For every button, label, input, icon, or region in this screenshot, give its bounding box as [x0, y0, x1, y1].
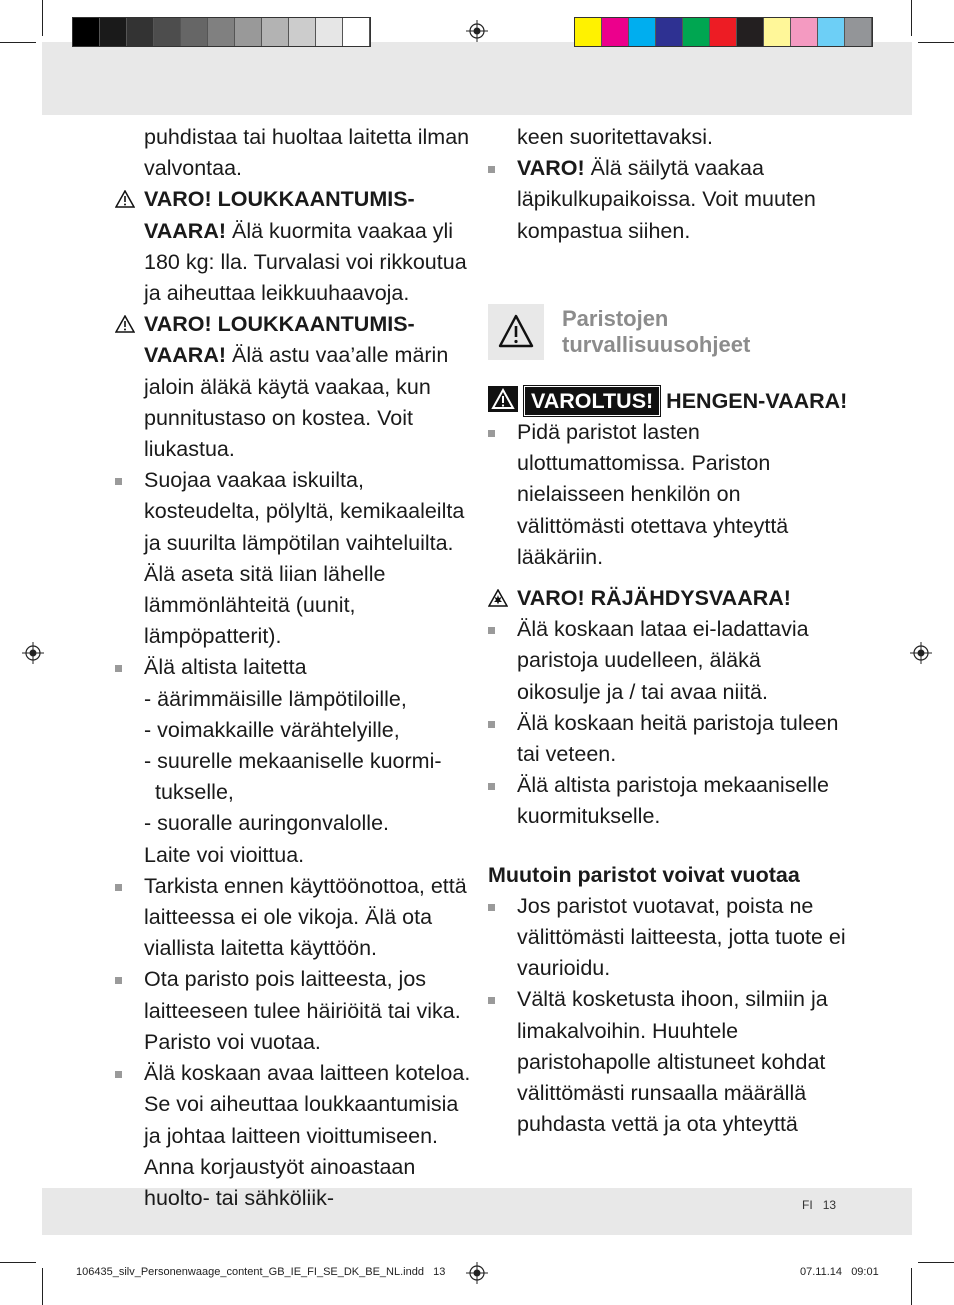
warning-label: VARO! LOUKKAANTUMIS-VAARA! — [144, 187, 415, 243]
bullet-item: Pidä paristot lasten ulottumattomissa. Pariston nielaisseen henkilön on välittömästi otettava yhteyttä lääkäriin. — [488, 417, 848, 573]
grayscale-color-bar — [72, 17, 371, 47]
bullet-item: Jos paristot vuotavat, poista ne välittömästi laitteesta, jotta tuote ei vaurioidu. — [488, 891, 848, 985]
section-title-line: Paristojen — [562, 305, 669, 331]
bullet-item: Älä altista paristoja mekaaniselle kuormitukselle. — [488, 770, 848, 832]
paragraph: keen suoritettavaksi. — [517, 125, 713, 149]
color-swatch — [181, 18, 208, 46]
color-swatch — [235, 18, 262, 46]
right-column — [488, 122, 848, 1140]
warning-text: Älä kuormita vaakaa yli 180 kg: lla. Turvalasi voi rikkoutua ja aiheuttaa leikkuuhaavoja. — [144, 218, 467, 306]
bullet-item — [488, 153, 848, 247]
warning-paragraph — [115, 184, 475, 309]
bullet-item: Tarkista ennen käyttöönottoa, että laitteessa ei ole vikoja. Älä ota viallista laitetta käyttöön. — [115, 871, 475, 965]
header-band — [42, 42, 912, 115]
crop-mark — [0, 1262, 36, 1263]
slug-filename: 106435_silv_Personenwaage_content_GB_IE_FI_SE_DK_BE_NL.indd — [76, 1266, 424, 1278]
dash-item-continuation: tukselle, — [155, 780, 234, 805]
slug-date — [800, 1266, 879, 1278]
danger-text: HENGEN-VAARA! — [660, 388, 848, 413]
warning-paragraph — [115, 309, 475, 465]
paragraph: puhdistaa tai huoltaa laitetta ilman valvontaa. — [144, 125, 470, 181]
bullet-text: Älä säilytä vaakaa läpikulkupaikoissa. Voit muuten kompastua siihen. — [517, 156, 816, 243]
section-warning-icon — [488, 304, 544, 360]
warning-triangle-icon — [488, 304, 544, 360]
color-swatch — [208, 18, 235, 46]
color-swatch — [343, 18, 370, 46]
color-swatch — [262, 18, 289, 46]
warning-text: Älä astu vaa’alle märin jaloin äläkä käytä vaakaa, kun punnitustaso on kostea. Voit liukastua. — [144, 343, 449, 462]
warning-label: VARO! RÄJÄHDYSVAARA! — [517, 586, 791, 611]
warning-triangle-icon — [115, 190, 135, 208]
warning-triangle-icon — [488, 386, 518, 412]
crop-mark — [0, 42, 36, 43]
bullet-item: Vältä kosketusta ihoon, silmiin ja limakalvoihin. Huuhtele paristohapolle altistuneet kohdat välittömästi runsaalla määrällä puhdasta vettä ja ota yhteyttä — [488, 984, 848, 1140]
crop-mark — [42, 0, 43, 36]
registration-mark-icon — [466, 1262, 488, 1284]
slug-file — [76, 1266, 445, 1278]
paragraph: Laite voi vioittua. — [144, 842, 305, 867]
color-swatch — [629, 18, 656, 46]
crop-mark — [42, 1268, 43, 1305]
dash-item: - suoralle auringonvalolle. — [144, 811, 390, 836]
danger-heading — [488, 386, 848, 417]
warning-triangle-icon — [115, 315, 135, 333]
crop-mark — [918, 42, 954, 43]
color-swatch — [100, 18, 127, 46]
section-header — [488, 304, 848, 360]
crop-mark — [911, 0, 912, 36]
varoltus-badge: VAROLTUS! — [524, 386, 660, 416]
color-swatch — [845, 18, 872, 46]
dash-item: - äärimmäisille lämpötiloille, — [144, 686, 407, 711]
registration-mark-icon — [22, 642, 44, 664]
registration-mark-icon — [910, 642, 932, 664]
left-column — [115, 122, 475, 1214]
page-number — [802, 1198, 836, 1212]
color-swatch — [154, 18, 181, 46]
page-number-value: 13 — [822, 1198, 837, 1212]
bullet-item: Älä altista laitetta — [115, 652, 475, 683]
color-swatch — [818, 18, 845, 46]
color-swatch — [710, 18, 737, 46]
color-swatch — [737, 18, 764, 46]
section-title-line: turvallisuusohjeet — [562, 331, 751, 357]
slug-date-value: 07.11.14 — [800, 1266, 843, 1278]
slug-page: 13 — [433, 1266, 446, 1278]
dash-item: - suurelle mekaaniselle kuormi- — [144, 749, 442, 774]
color-swatch — [127, 18, 154, 46]
subheading: Muutoin paristot voivat vuotaa — [488, 862, 800, 887]
registration-mark-icon — [466, 20, 488, 42]
color-swatch — [316, 18, 343, 46]
slug-time-value: 09:01 — [851, 1266, 879, 1278]
color-swatch — [602, 18, 629, 46]
cmyk-color-bar — [574, 17, 873, 47]
color-swatch — [764, 18, 791, 46]
bullet-item: Älä koskaan lataa ei-ladattavia paristoja uudelleen, äläkä oikosulje ja / tai avaa niitä. — [488, 614, 848, 708]
warning-paragraph — [488, 583, 848, 614]
color-swatch — [791, 18, 818, 46]
bullet-item: Ota paristo pois laitteesta, jos laitteeseen tulee häiriöitä tai vika. Paristo voi vuotaa. — [115, 964, 475, 1058]
bullet-item: Suojaa vaakaa iskuilta, kosteudelta, pölyltä, kemikaaleilta ja suurilta lämpötilan vaihteluilta. Älä aseta sitä liian lähelle lämmönlähteitä (uunit, lämpöpatterit). — [115, 465, 475, 652]
color-swatch — [683, 18, 710, 46]
color-swatch — [73, 18, 100, 46]
explosion-warning-icon — [488, 589, 508, 607]
crop-mark — [911, 1268, 912, 1305]
crop-mark — [918, 1262, 954, 1263]
section-title — [562, 306, 750, 358]
color-swatch — [289, 18, 316, 46]
dash-item: - voimakkaille värähtelyille, — [144, 717, 400, 742]
language-code: FI — [802, 1198, 813, 1212]
color-swatch — [656, 18, 683, 46]
warning-label: VARO! LOUKKAANTUMIS-VAARA! — [144, 312, 415, 368]
color-swatch — [575, 18, 602, 46]
bullet-item: Älä koskaan avaa laitteen koteloa. Se voi aiheuttaa loukkaantumisia ja johtaa laitteen vioittumiseen. Anna korjaustyöt ainoastaan huolto- tai sähköliik- — [115, 1058, 475, 1214]
caution-label: VARO! — [517, 156, 585, 181]
bullet-item: Älä koskaan heitä paristoja tuleen tai veteen. — [488, 708, 848, 770]
